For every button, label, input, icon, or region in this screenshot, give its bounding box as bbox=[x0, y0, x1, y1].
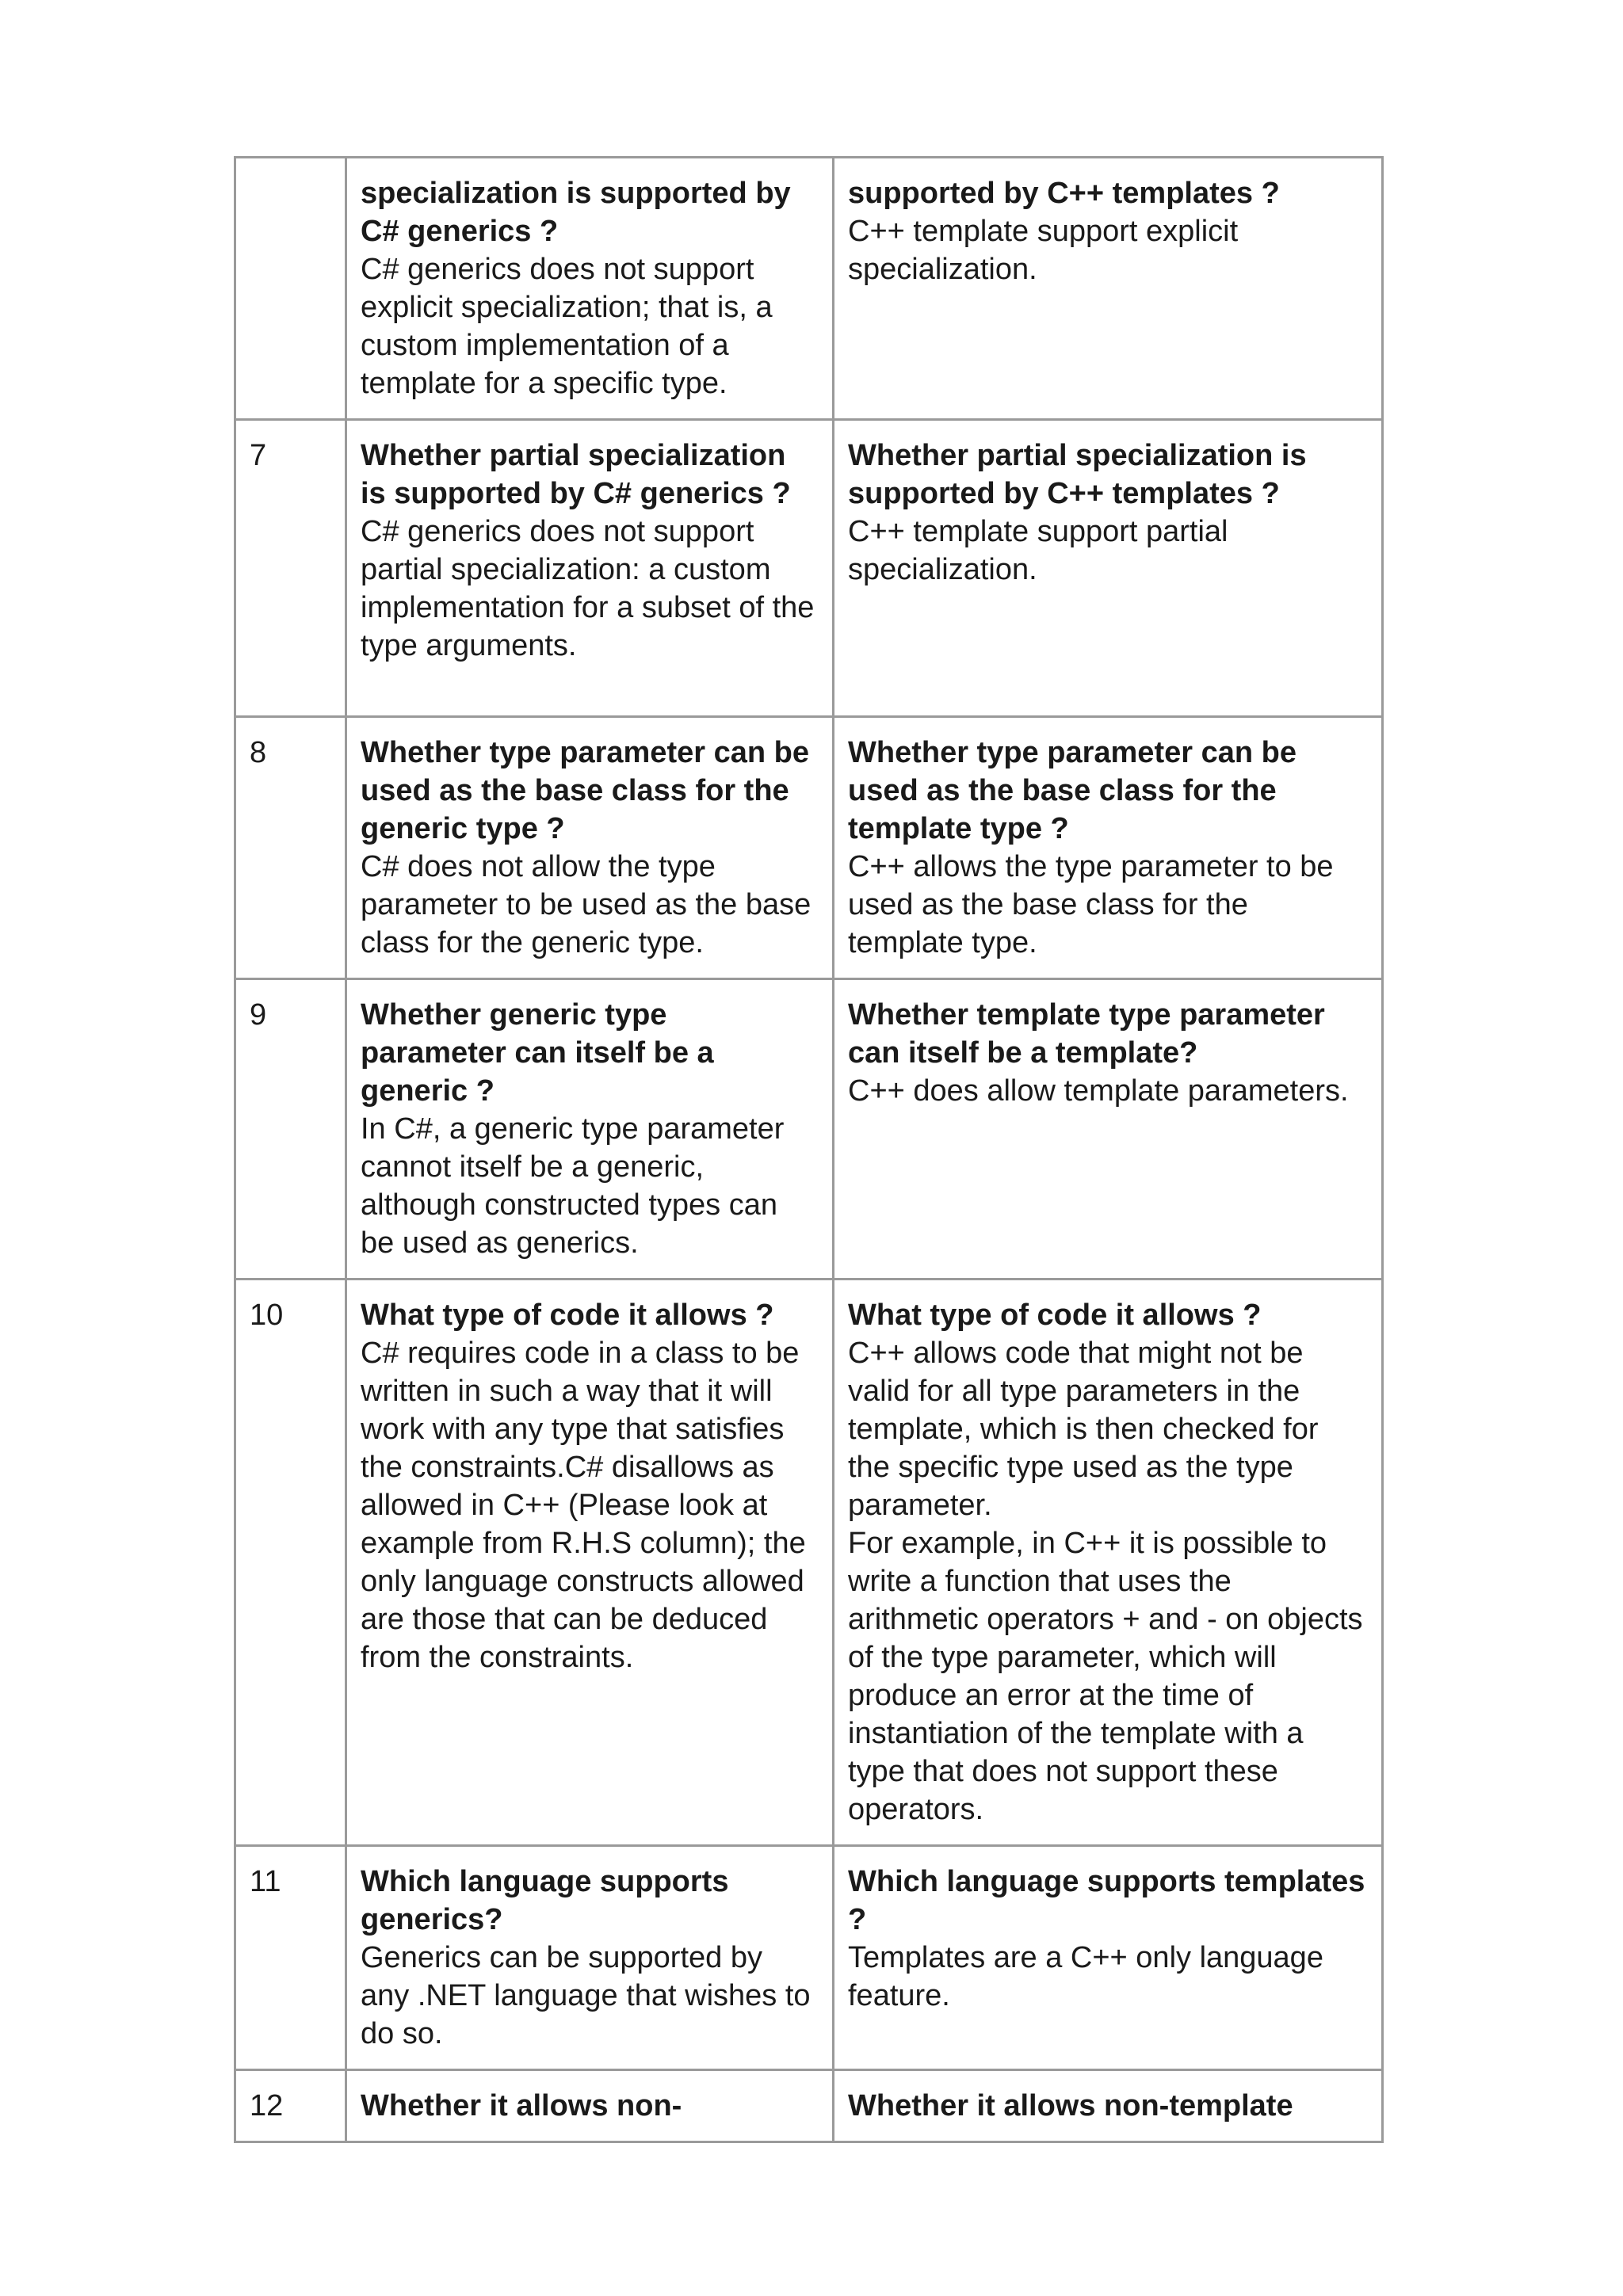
row-number-cell bbox=[235, 2070, 346, 2142]
csharp-cell bbox=[346, 158, 834, 420]
table-row bbox=[235, 158, 1383, 420]
table-row bbox=[235, 420, 1383, 717]
csharp-question: What type of code it allows ? bbox=[361, 1299, 774, 1332]
table-row bbox=[235, 1846, 1383, 2070]
cpp-question: Whether type parameter can be used as the base class for the template type ? bbox=[848, 736, 1296, 845]
row-number-cell bbox=[235, 158, 346, 420]
table-row bbox=[235, 717, 1383, 979]
cpp-answer: C++ template support partial specialization. bbox=[848, 515, 1228, 586]
cpp-cell bbox=[834, 2070, 1383, 2142]
csharp-cell bbox=[346, 717, 834, 979]
csharp-answer: Generics can be supported by any .NET language that wishes to do so. bbox=[361, 1941, 811, 2050]
csharp-answer: C# generics does not support explicit specialization; that is, a custom implementation of a template for a specific type. bbox=[361, 253, 773, 400]
row-number-cell bbox=[235, 1280, 346, 1846]
csharp-question: Which language supports generics? bbox=[361, 1865, 729, 1936]
cpp-answer: C++ template support explicit specialization. bbox=[848, 215, 1239, 286]
comparison-table bbox=[234, 156, 1384, 2143]
table-row bbox=[235, 1280, 1383, 1846]
cpp-answer: Templates are a C++ only language feature. bbox=[848, 1941, 1323, 2012]
row-number-cell bbox=[235, 979, 346, 1280]
row-number: 12 bbox=[250, 2089, 284, 2122]
row-number: 8 bbox=[250, 736, 267, 769]
row-number: 11 bbox=[250, 1865, 281, 1898]
csharp-answer: C# requires code in a class to be written in such a way that it will work with any type that satisfies the constraints.C# disallows as allowed in C++ (Please look at example from R.H.S column); the only language constructs allowed are those that can be deduced from the constraints. bbox=[361, 1337, 806, 1674]
csharp-answer: C# generics does not support partial specialization: a custom implementation for a subset of the type arguments. bbox=[361, 515, 815, 662]
csharp-cell bbox=[346, 2070, 834, 2142]
row-number-cell bbox=[235, 1846, 346, 2070]
cpp-cell bbox=[834, 717, 1383, 979]
csharp-answer: C# does not allow the type parameter to be used as the base class for the generic type. bbox=[361, 850, 812, 959]
csharp-question: Whether generic type parameter can itself be a generic ? bbox=[361, 998, 714, 1108]
cpp-cell bbox=[834, 420, 1383, 717]
csharp-question: specialization is supported by C# generics ? bbox=[361, 177, 791, 248]
csharp-question: Whether type parameter can be used as the base class for the generic type ? bbox=[361, 736, 809, 845]
cpp-question: What type of code it allows ? bbox=[848, 1299, 1262, 1332]
cpp-cell bbox=[834, 1280, 1383, 1846]
csharp-question: Whether it allows non- bbox=[361, 2089, 682, 2122]
cpp-answer: C++ does allow template parameters. bbox=[848, 1074, 1349, 1108]
csharp-cell bbox=[346, 979, 834, 1280]
row-number: 9 bbox=[250, 998, 267, 1032]
cpp-cell bbox=[834, 979, 1383, 1280]
csharp-answer: In C#, a generic type parameter cannot itself be a generic, although constructed types can be used as generics. bbox=[361, 1112, 785, 1260]
csharp-cell bbox=[346, 1280, 834, 1846]
cpp-answer: C++ allows the type parameter to be used as the base class for the template type. bbox=[848, 850, 1334, 959]
cpp-question: Whether template type parameter can itself be a template? bbox=[848, 998, 1325, 1070]
csharp-cell bbox=[346, 1846, 834, 2070]
cpp-answer: C++ allows code that might not be valid for all type parameters in the template, which is then checked for the specific type used as the type parameter. For example, in C++ it is possible to write a function that uses the arithmetic operators + and - on objects of the type parameter, which will produce an error at the time of instantiation of the template with a type that does not support these operators. bbox=[848, 1337, 1363, 1826]
row-number: 7 bbox=[250, 439, 267, 472]
cpp-question: supported by C++ templates ? bbox=[848, 177, 1280, 210]
table-row bbox=[235, 979, 1383, 1280]
csharp-cell bbox=[346, 420, 834, 717]
row-number-cell bbox=[235, 717, 346, 979]
cpp-cell bbox=[834, 158, 1383, 420]
csharp-question: Whether partial specialization is supported by C# generics ? bbox=[361, 439, 791, 510]
table-row bbox=[235, 2070, 1383, 2142]
cpp-question: Whether partial specialization is supported by C++ templates ? bbox=[848, 439, 1307, 510]
cpp-question: Which language supports templates ? bbox=[848, 1865, 1365, 1936]
row-number-cell bbox=[235, 420, 346, 717]
cpp-question: Whether it allows non-template bbox=[848, 2089, 1293, 2122]
row-number: 10 bbox=[250, 1299, 284, 1332]
cpp-cell bbox=[834, 1846, 1383, 2070]
